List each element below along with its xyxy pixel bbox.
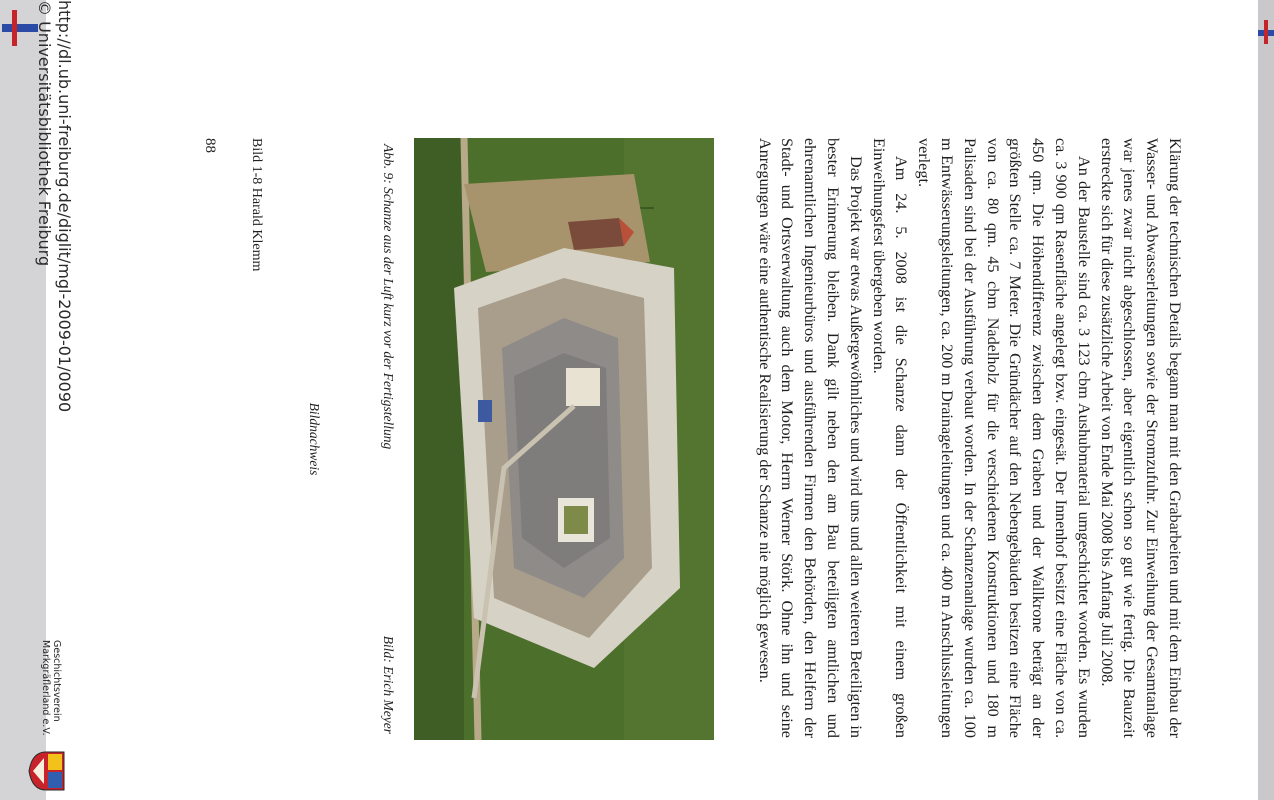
paragraph-3: Am 24. 5. 2008 ist die Schanze dann der Öffentlichkeit mit einem großen Einweihungsfest übergeben worden.: [869, 138, 911, 738]
publisher-name: [40, 640, 62, 736]
footer-copyright: © Universitätsbibliothek Freiburg: [35, 0, 54, 267]
section-heading: Bildnachweis: [307, 402, 322, 476]
paragraph-4: Das Projekt war etwas Außergewöhnliches und wird uns und allen weiteren Beteiligten in bester Erinnerung bleiben. Dank gilt neben den am Bau beteiligten amtlichen und ehrenamtlichen Ingenieurbüros und ausführenden Firmen den Behörden, den Helfern der Stadt- und Ortsverwaltung auch dem Motor, Herrn Werner Störk. Ohne ihn und seine Anregungen wäre eine authentische Realisierung der Schanze nie möglich gewesen.: [755, 138, 865, 738]
body-text: [753, 138, 1186, 738]
page-number: 88: [202, 138, 218, 153]
caption-text: Abb. 9: Schanze aus der Luft kurz vor der Fertigstellung: [381, 144, 396, 450]
aerial-photo-drawing: [414, 138, 714, 740]
footer-url: http://dl.ub.uni-freiburg.de/diglit/mgl-2009-01/0090: [55, 0, 74, 413]
color-calibration-cross-icon-right: [1258, 20, 1274, 44]
aerial-photo-schanze: [414, 138, 714, 740]
color-calibration-cross-icon: [2, 10, 38, 46]
scanned-page: [35, 0, 1258, 800]
coat-of-arms-icon: [28, 750, 66, 792]
publisher-name-line-1: Geschichtsverein: [51, 640, 62, 722]
paragraph-2: An der Baustelle sind ca. 3 123 cbm Aushubmaterial umgeschichtet worden. Es wurden ca. 3 900 qm Rasenfläche angelegt bzw. eingesät. Der Innenhof besitzt eine Fläche von ca. 450 qm. Die Höhendifferenz zwischen dem Graben und der Wallkrone beträgt an der größten Stelle ca. 7 Meter. Die Gründächer auf den Nebengebäuden besitzen eine Fläche von ca. 80 qm. 45 cbm Nadelholz für die verschiedenen Konstruktionen und 180 m Palisaden sind bei der Ausführung verbaut worden. In der Schanzenanlage wurden ca. 100 m Entwässerungsleitungen, ca. 200 m Drainageleitungen und ca. 400 m Anschlussleitungen verlegt.: [915, 138, 1093, 738]
scan-margin-right: [1258, 0, 1274, 800]
paragraph-1: Klärung der technischen Details begann man mit den Grabarbeiten und mit dem Einbau der Wasser- und Abwasserleitungen sowie der Stromzufuhr. Zur Einweihung der Gesamtanlage war jenes zwar nicht abgeschlossen, aber eigentlich schon so gut wie fertig. Die Bauzeit erstreckte sich für diese zusätzliche Arbeit von Ende Mai 2008 bis Anfang Juli 2008.: [1097, 138, 1184, 738]
publisher-name-line-2: Markgräflerland e.V.: [40, 640, 51, 736]
caption-credit: Bild: Erich Meyer: [381, 635, 396, 734]
credit-line: Bild 1-8 Harald Klemm: [249, 138, 264, 272]
